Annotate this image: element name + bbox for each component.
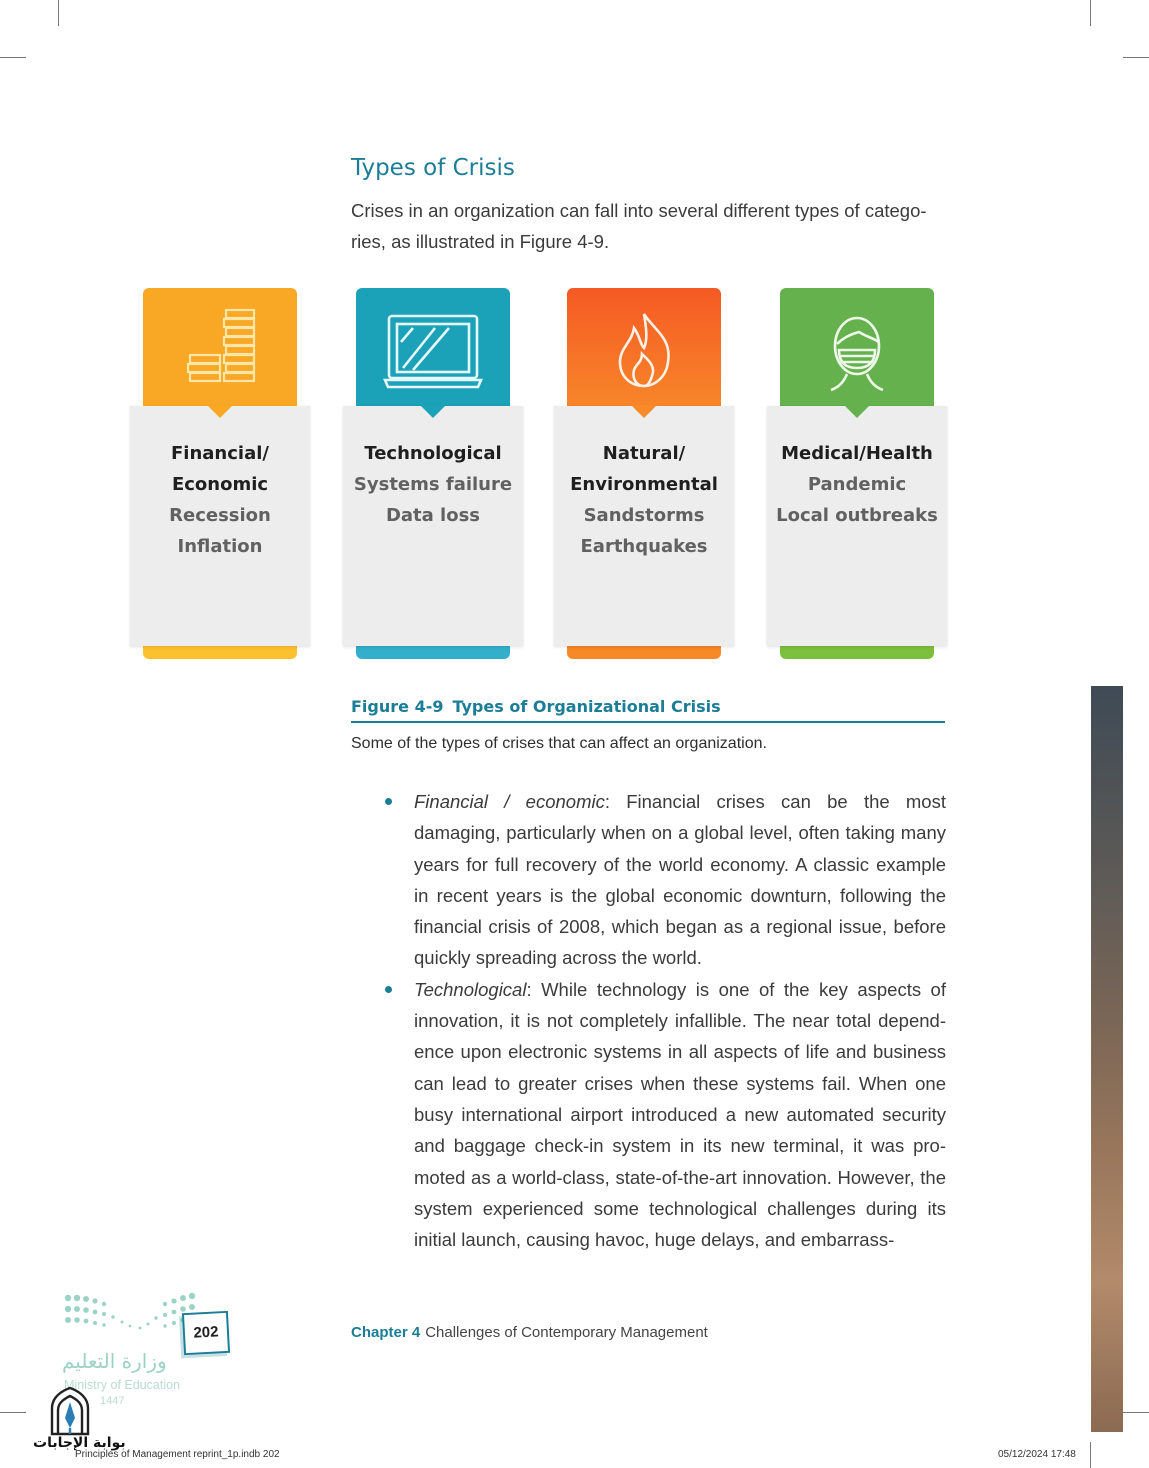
card-title [554,438,734,562]
adjacent-page-photo-edge [1091,686,1123,1432]
crop-mark [1123,57,1149,58]
fire-icon [594,302,694,402]
card-example: Data loss [385,505,481,526]
card-example: Recession [169,505,271,526]
card-title [130,438,310,562]
crop-mark [1090,1442,1091,1468]
figure-title-text: Types of Organizational Crisis [452,697,721,716]
face-mask-icon [807,302,907,402]
crop-mark [58,0,59,26]
watermark-logo-icon [46,1386,94,1438]
crisis-card-financial [130,288,310,671]
watermark-text: بوابة الإجابات [33,1435,126,1451]
chapter-footer [351,1324,708,1341]
card-title-line: Medical/Health [781,443,933,464]
card-title-line: Economic [171,474,269,495]
crisis-bullet-list [385,786,946,1255]
bullet-icon [385,798,392,805]
ministry-year: 1447 [100,1395,125,1407]
card-example: Local outbreaks [776,505,938,526]
laptop-icon [383,302,483,402]
card-example: Sandstorms [583,505,705,526]
list-item [385,974,946,1256]
card-title [343,438,523,531]
card-example: Inflation [177,536,263,557]
bullet-term: Financial / economic [414,791,605,812]
crop-mark [1090,0,1091,26]
crop-mark [1123,1412,1149,1413]
print-slug-file: Principles of Management reprint_1p.indb 202 [75,1449,280,1460]
card-notch [844,405,870,418]
crop-mark [0,1412,26,1413]
coin-stacks-icon [170,302,270,402]
card-example: Systems failure [353,474,513,495]
crisis-card-technological [343,288,523,671]
print-slug-datetime: 05/12/2024 17:48 [998,1449,1076,1460]
card-title-line: Technological [364,443,502,464]
card-title [767,438,947,531]
bullet-term: Technological [414,978,527,1000]
card-title-line: Financial/ [171,443,269,464]
card-notch [420,405,446,418]
figure-number: Figure 4-9 [351,697,444,716]
figure-caption: Some of the types of crises that can affect an organization. [351,735,767,752]
crisis-card-natural [554,288,734,671]
card-example: Earthquakes [580,536,708,557]
card-title-line: Natural/ [602,443,686,464]
section-title: Types of Crisis [351,155,515,181]
list-item [385,786,946,974]
ministry-name-arabic: وزارة التعليم [62,1349,167,1373]
card-notch [207,405,233,418]
card-title-line: Environmental [570,474,718,495]
crop-mark [0,57,26,58]
card-example: Pandemic [807,474,907,495]
bullet-icon [385,986,392,993]
page-number: 202 [182,1311,230,1355]
crisis-card-medical [767,288,947,671]
intro-paragraph: Crises in an organization can fall into several different types of categories, as illustrated in Figure 4-9. [351,200,927,252]
bullet-text: : Financial crises can be the most damaging, particularly when on a global level, often taking many years for full recovery of the world economy. A classic example in recent years is the global economic downturn, following the financial crisis of 2008, which began as a regional issue, before quickly spreading across the world. [414,791,946,969]
figure-title [351,697,945,723]
bullet-text: : While technology is one of the key aspects of innovation, it is not completely infallible. The near total dependence upon electronic systems in all aspects of life and business can lead to greater crises when these systems fail. When one busy international airport introduced a new automated security and baggage check-in system in its new terminal, it was promoted as a world-class, state-of-the-art innovation. However, the system experienced some technological challenges during its initial launch, causing havoc, huge delays, and embarrass- [414,978,946,1251]
chapter-title: Challenges of Contemporary Management [425,1324,708,1341]
ministry-name-english: Ministry of Education [64,1378,181,1392]
chapter-label: Chapter 4 [351,1324,421,1341]
card-notch [631,405,657,418]
